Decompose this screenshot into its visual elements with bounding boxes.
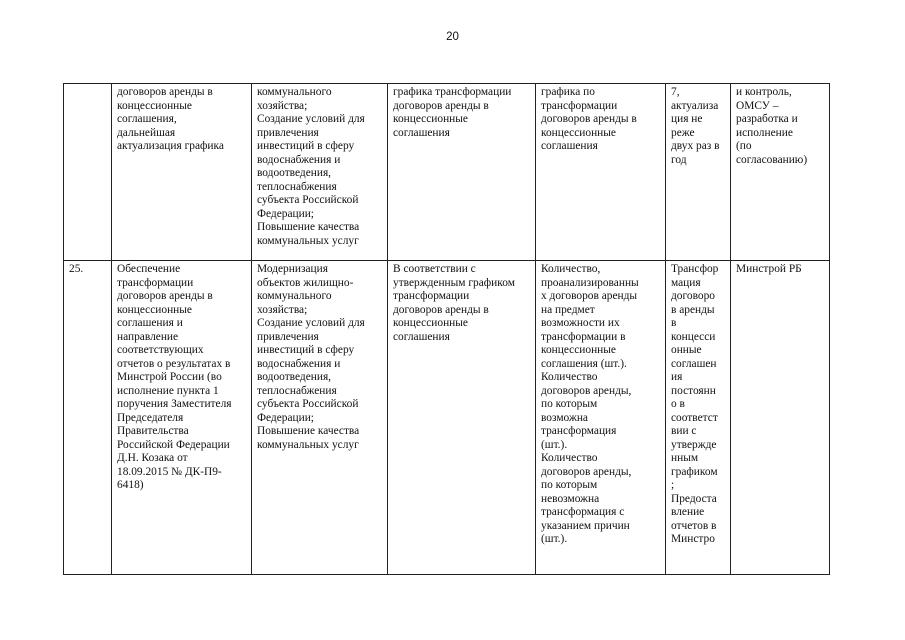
cell-indicator: графика по трансформации договоров аренды в концессионные соглашения	[536, 84, 666, 261]
cell-goal: коммунального хозяйства; Создание условий для привлечения инвестиций в сферу водоснабжения и водоотведения, теплоснабжения субъекта Российской Федерации; Повышение качества коммунальных услуг	[252, 84, 388, 261]
page-number: 20	[446, 31, 459, 43]
table-row	[64, 84, 830, 261]
cell-goal: Модернизация объектов жилищно- коммунального хозяйства; Создание условий для привлечения инвестиций в сферу водоснабжения и водоотведения, теплоснабжения субъекта Российской Федерации; Повышение качества коммунальных услуг	[252, 261, 388, 575]
cell-result: графика трансформации договоров аренды в концессионные соглашения	[388, 84, 536, 261]
cell-deadline: 7, актуализа ция не реже двух раз в год	[666, 84, 731, 261]
cell-measure: договоров аренды в концессионные соглашения, дальнейшая актуализация графика	[112, 84, 252, 261]
cell-result: В соответствии с утвержденным графиком трансформации договоров аренды в концессионные соглашения	[388, 261, 536, 575]
cell-deadline: Трансфор мация договоро в аренды в концесси онные соглашен ия постоянн о в соответст вии с утвержде нным графиком ; Предоста вление отчетов в Минстро	[666, 261, 731, 575]
cell-responsible: и контроль, ОМСУ – разработка и исполнение (по согласованию)	[731, 84, 830, 261]
cell-number	[64, 84, 112, 261]
measures-table	[63, 83, 830, 575]
cell-measure: Обеспечение трансформации договоров аренды в концессионные соглашения и направление соответствующих отчетов о результатах в Минстрой России (во исполнение пункта 1 поручения Заместителя Председателя Правительства Российской Федерации Д.Н. Козака от 18.09.2015 № ДК-П9- 6418)	[112, 261, 252, 575]
table-row	[64, 261, 830, 575]
cell-indicator: Количество, проанализированны х договоров аренды на предмет возможности их трансформации в концессионные соглашения (шт.). Количество договоров аренды, по которым возможна трансформация (шт.). Количество договоров аренды, по которым невозможна трансформация с указанием причин (шт.).	[536, 261, 666, 575]
cell-responsible: Минстрой РБ	[731, 261, 830, 575]
cell-number: 25.	[64, 261, 112, 575]
